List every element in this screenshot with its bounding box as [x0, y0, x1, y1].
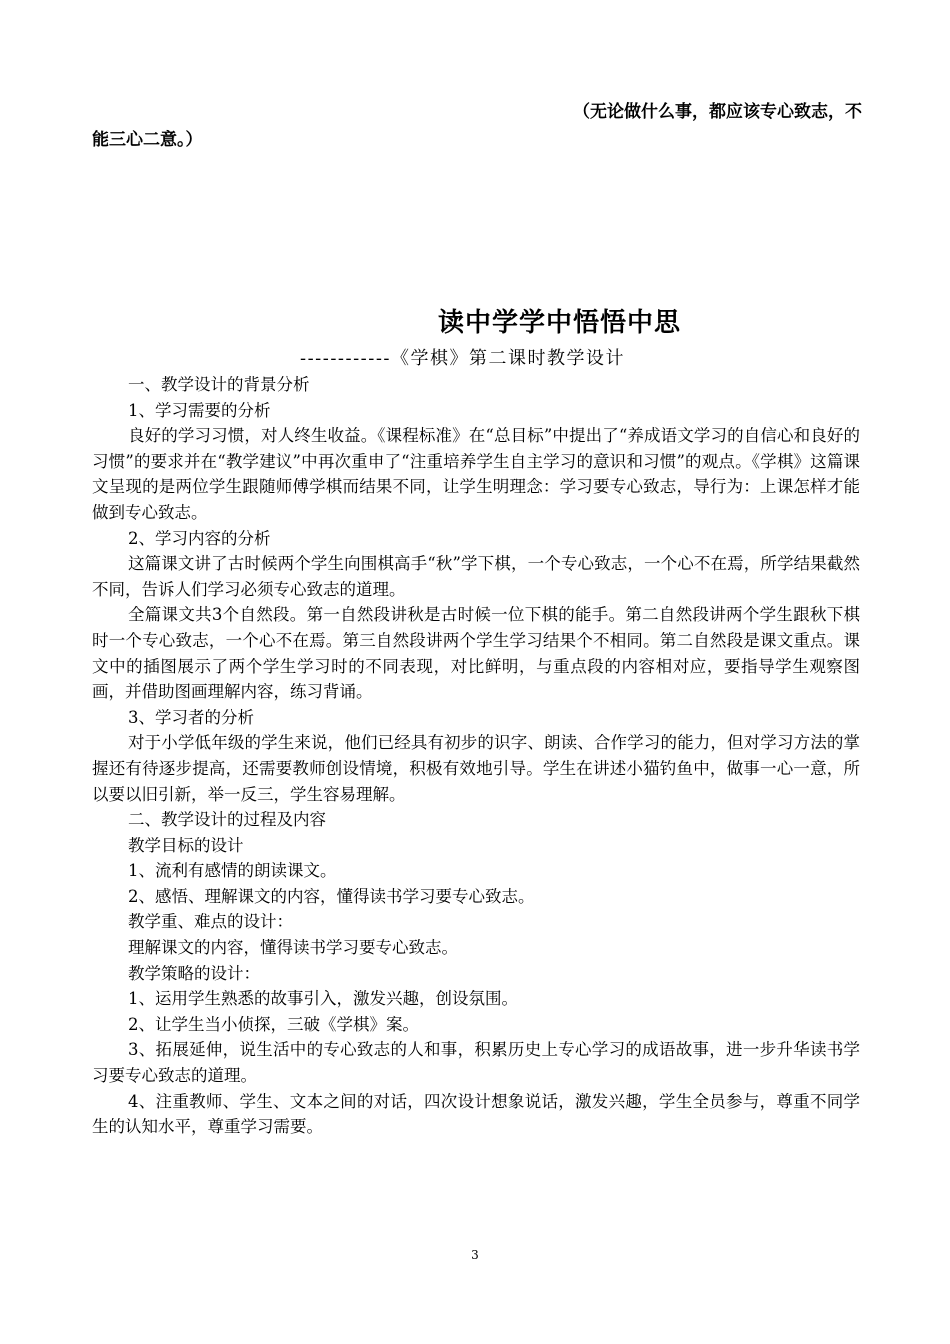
document-subtitle: ------------《学棋》第二课时教学设计 — [300, 348, 625, 369]
subheading-key-points: 教学重、难点的设计： — [128, 912, 293, 932]
paragraph: 理解课文的内容，懂得读书学习要专心致志。 — [128, 938, 458, 958]
list-item: 1、运用学生熟悉的故事引入，激发兴趣，创设氛围。 — [128, 989, 518, 1009]
document-title: 读中学学中悟悟中思 — [438, 308, 682, 338]
list-item: 1、流利有感情的朗读课文。 — [128, 861, 337, 881]
list-item: 2、感悟、理解课文的内容，懂得读书学习要专心致志。 — [128, 886, 535, 906]
paragraph: 全篇课文共3个自然段。第一自然段讲秋是古时候一位下棋的能手。第二自然段讲两个学生跟秋下棋时一个专心致志，一个心不在焉。第三自然段讲两个学生学习结果个不相同。第二自然段是课文重点。课文中的插图展示了两个学生学习时的不同表现，对比鲜明，与重点段的内容相对应，要指导学生观察图画，并借助图画理解内容，练习背诵。 — [92, 605, 860, 702]
list-item: 2、让学生当小侦探，三破《学棋》案。 — [128, 1014, 419, 1034]
subheading-learner-analysis: 3、学习者的分析 — [128, 707, 254, 727]
paragraph: 对于小学低年级的学生来说，他们已经具有初步的识字、朗读、合作学习的能力，但对学习方法的掌握还有待逐步提高，还需要教师创设情境，积极有效地引导。学生在讲述小猫钓鱼中，做事一心一意，所以要以旧引新，举一反三，学生容易理解。 — [92, 733, 860, 804]
top-note-line-2: 能三心二意。） — [92, 130, 203, 150]
paragraph: 这篇课文讲了古时候两个学生向围棋高手“秋”学下棋，一个专心致志，一个心不在焉，所学结果截然不同，告诉人们学习必须专心致志的道理。 — [92, 554, 860, 599]
top-note — [92, 98, 862, 154]
subheading-strategy: 教学策略的设计： — [128, 963, 260, 983]
subheading-learning-content: 2、学习内容的分析 — [128, 528, 271, 548]
section-heading-background: 一、教学设计的背景分析 — [128, 375, 310, 394]
page-number: 3 — [471, 1248, 479, 1262]
top-note-line-1: （无论做什么事，都应该专心致志，不 — [573, 102, 862, 122]
list-item: 4、注重教师、学生、文本之间的对话，四次设计想象说话，激发兴趣，学生全员参与，尊重不同学生的认知水平，尊重学习需要。 — [92, 1091, 860, 1137]
section-heading-process: 二、教学设计的过程及内容 — [128, 810, 326, 830]
subheading-objectives: 教学目标的设计 — [128, 835, 244, 855]
document-body — [92, 372, 860, 1140]
paragraph: 良好的学习习惯，对人终生收益。《课程标准》在“总目标”中提出了“养成语文学习的自信心和良好的习惯”的要求并在“教学建议”中再次重申了“注重培养学生自主学习的意识和习惯”的观点。《学棋》这篇课文呈现的是两位学生跟随师傅学棋而结果不同，让学生明理念：学习要专心致志，导行为：上课怎样才能做到专心致志。 — [92, 426, 860, 522]
list-item: 3、拓展延伸，说生活中的专心致志的人和事，积累历史上专心学习的成语故事，进一步升华读书学习要专心致志的道理。 — [92, 1040, 860, 1086]
subheading-learning-needs: 1、学习需要的分析 — [128, 400, 271, 420]
